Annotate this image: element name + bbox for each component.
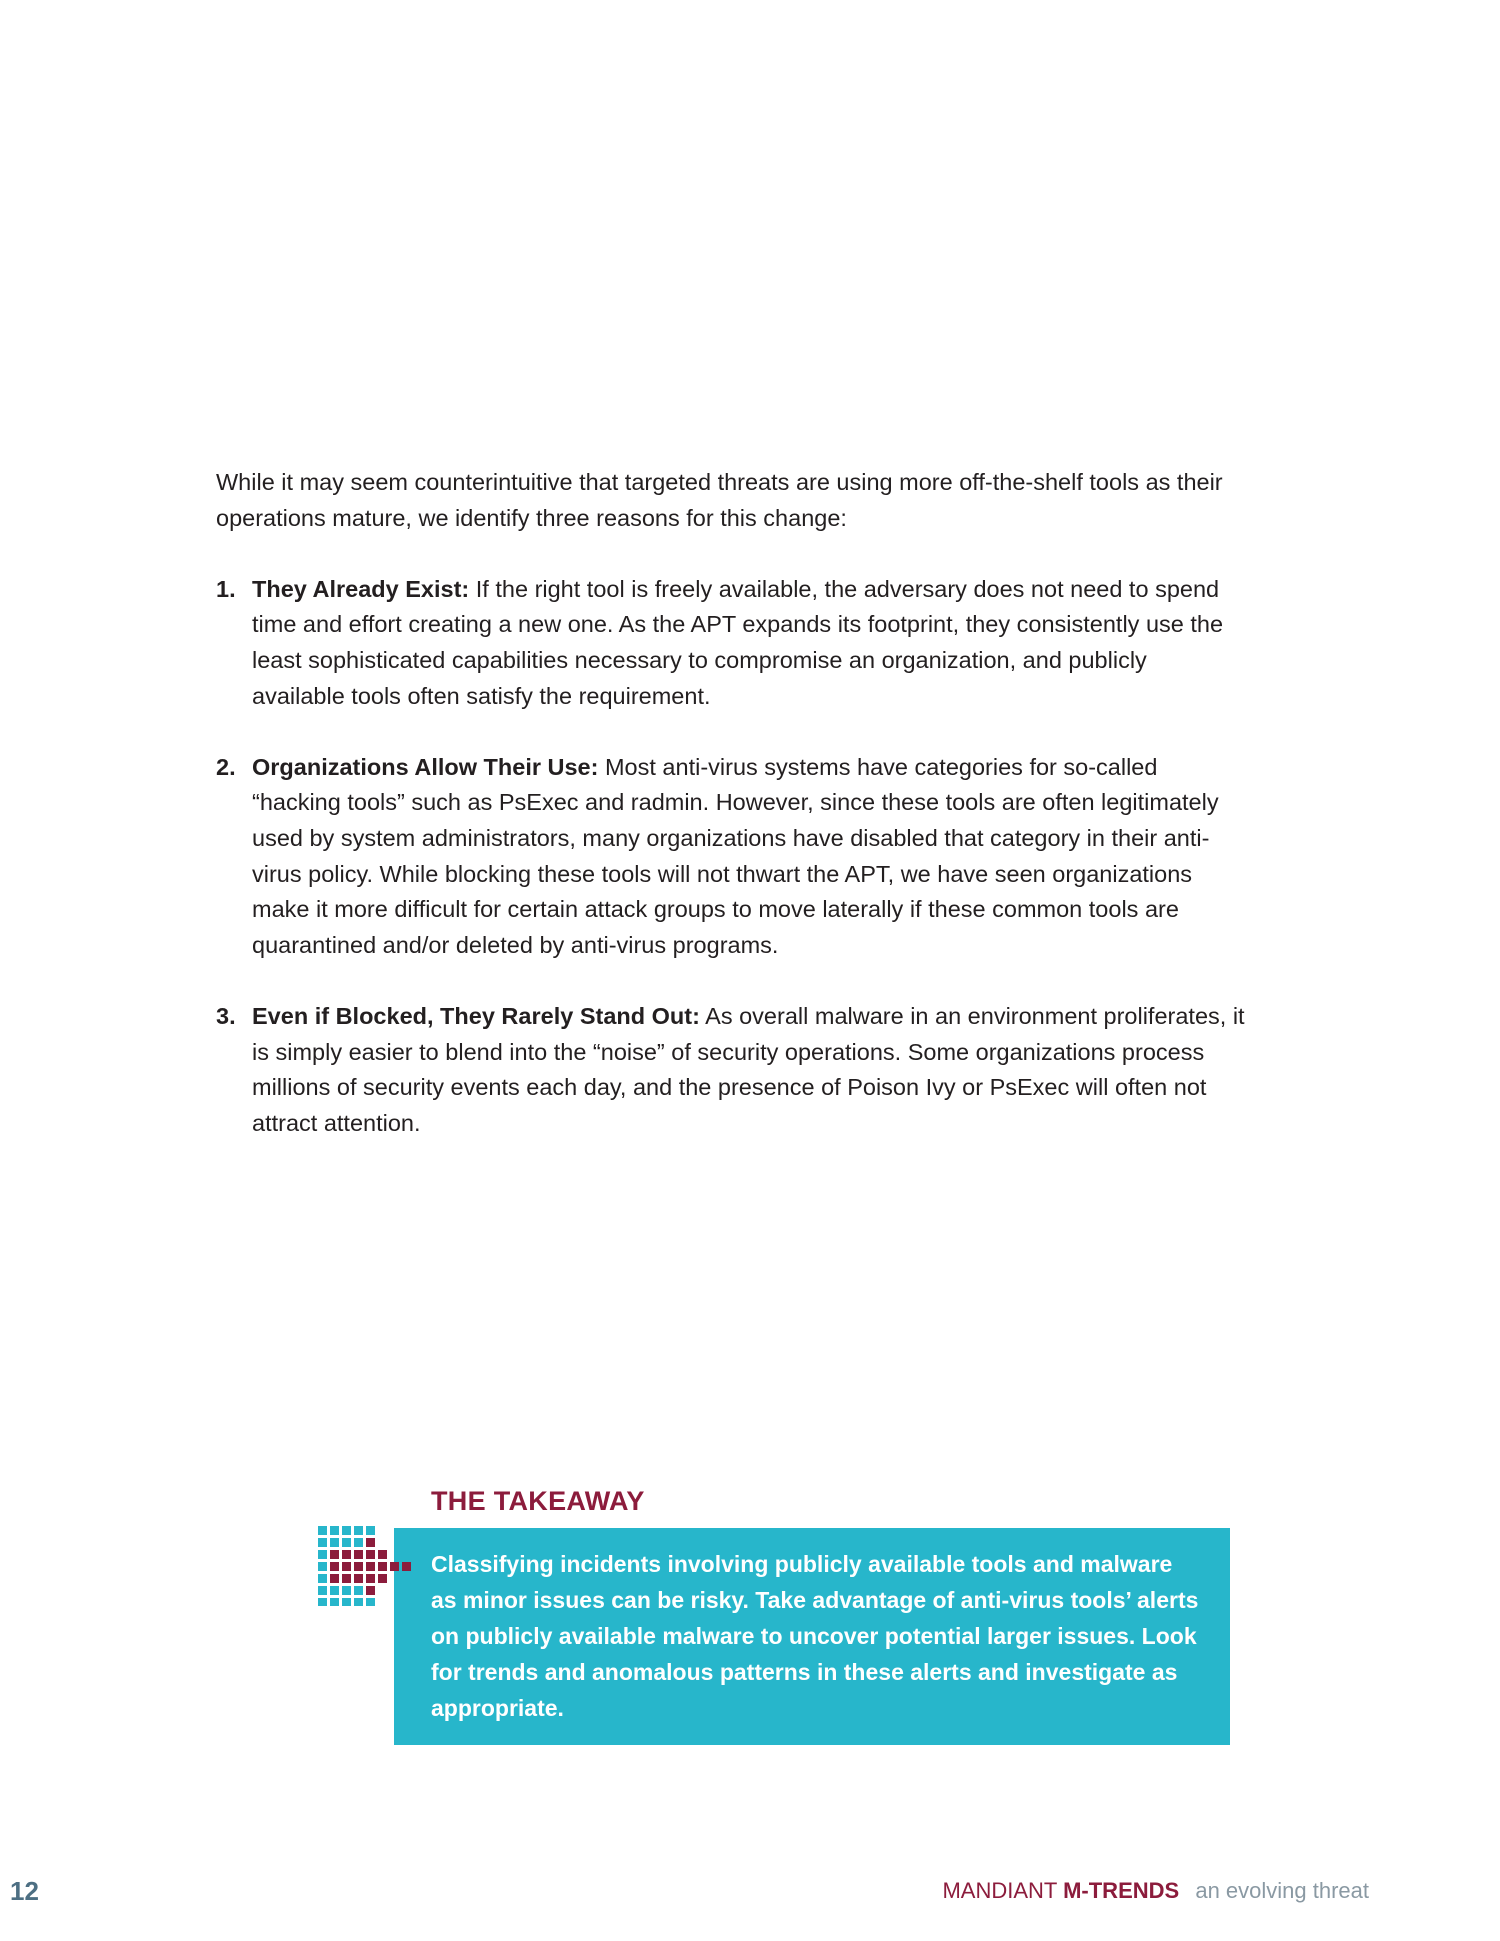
reason-item (216, 750, 1246, 964)
reason-number: 3. (216, 1002, 236, 1029)
reason-title: Even if Blocked, They Rarely Stand Out: (252, 1002, 700, 1029)
pixel-arrow-icon (318, 1526, 420, 1606)
reason-number: 2. (216, 753, 236, 780)
main-content (216, 465, 1246, 1177)
reason-item (216, 999, 1246, 1141)
footer-brand (942, 1878, 1369, 1904)
reason-title: Organizations Allow Their Use: (252, 753, 599, 780)
brand-product: M-TRENDS (1063, 1878, 1180, 1903)
page-number: 12 (10, 1876, 39, 1906)
reason-body: If the right tool is freely available, the adversary does not need to spend time and effort creating a new one. As the APT expands its footprint, they consistently use the least sophisticated capabilities necessary to compromise an organization, and publicly available tools often satisfy the requirement. (252, 575, 1224, 709)
reason-item (216, 572, 1246, 714)
brand-company: MANDIANT (942, 1878, 1057, 1903)
reason-title: They Already Exist: (252, 575, 470, 602)
brand-tagline: an evolving threat (1195, 1878, 1369, 1903)
intro-paragraph: While it may seem counterintuitive that targeted threats are using more off-the-shelf tools as their operations mature, we identify three reasons for this change: (216, 469, 1223, 531)
reasons-list (216, 572, 1246, 1142)
reason-body: As overall malware in an environment proliferates, it is simply easier to blend into the “noise” of security operations. Some organizations process millions of security events each day, and the presence of Poison Ivy or PsExec will often not attract attention. (252, 1002, 1245, 1136)
reason-body: Most anti-virus systems have categories for so-called “hacking tools” such as PsExec and radmin. However, since these tools are often legitimately used by system administrators, many organizations have disabled that category in their anti-virus policy. While blocking these tools will not thwart the APT, we have seen organizations make it more difficult for certain attack groups to move laterally if these common tools are quarantined and/or deleted by anti-virus programs. (252, 753, 1219, 958)
takeaway-text: Classifying incidents involving publicly available tools and malware as minor issues can be risky. Take advantage of anti-virus tools’ alerts on publicly available malware to uncover potential larger issues. Look for trends and anomalous patterns in these alerts and investigate as appropriate. (431, 1551, 1199, 1721)
takeaway-box (394, 1528, 1230, 1745)
takeaway-title: THE TAKEAWAY (431, 1486, 645, 1516)
reason-number: 1. (216, 575, 236, 602)
